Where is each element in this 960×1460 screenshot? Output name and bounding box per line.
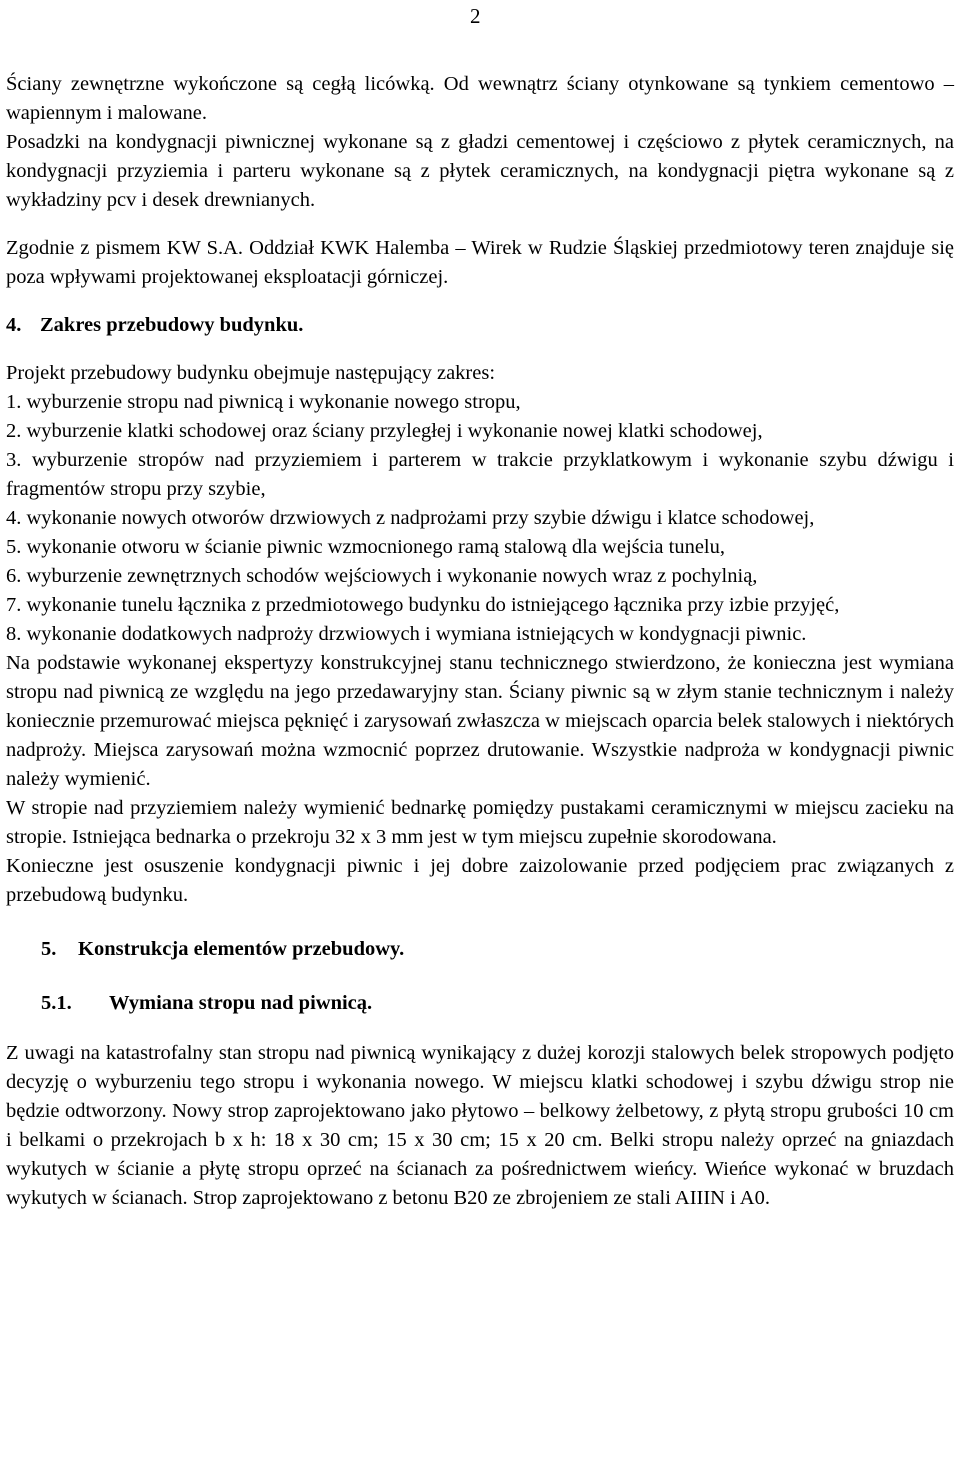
scope-item: 3. wyburzenie stropów nad przyziemiem i parterem w trakcie przyklatkowym i wykonanie szybu dźwigu i fragmentów stropu przy szybie, — [6, 449, 954, 500]
paragraph-walls: Ściany zewnętrzne wykończone są cegłą licówką. Od wewnątrz ściany otynkowane są tynkiem cementowo – wapiennym i malowane. — [6, 73, 954, 124]
scope-item: 6. wyburzenie zewnętrznych schodów wejściowych i wykonanie nowych wraz z pochylnią, — [6, 565, 758, 587]
scope-item: 5. wykonanie otworu w ścianie piwnic wzmocnionego ramą stalową dla wejścia tunelu, — [6, 536, 726, 558]
section-5-title: Konstrukcja elementów przebudowy. — [78, 938, 405, 960]
section-5-1-number: 5.1. — [41, 992, 72, 1014]
scope-item: 1. wyburzenie stropu nad piwnicą i wykonanie nowego stropu, — [6, 391, 521, 413]
scope-intro: Projekt przebudowy budynku obejmuje następujący zakres: — [6, 362, 496, 384]
page-number: 2 — [470, 4, 481, 28]
paragraph-drying: Konieczne jest osuszenie kondygnacji piwnic i jej dobre zaizolowanie przed podjęciem prac związanych z przebudową budynku. — [6, 855, 954, 906]
section-5-number: 5. — [41, 938, 57, 960]
paragraph-flatbar: W stropie nad przyziemiem należy wymienić bednarkę pomiędzy pustakami ceramicznymi w miejscu zacieku na stropie. Istniejąca bednarka o przekroju 32 x 3 mm jest w tym miejscu zupełnie skorodowana. — [6, 797, 954, 848]
section-5-1-heading — [6, 989, 954, 1018]
scope-item: 7. wykonanie tunelu łącznika z przedmiotowego budynku do istniejącego łącznika przy izbie przyjęć, — [6, 594, 840, 616]
paragraph-ceiling: Z uwagi na katastrofalny stan stropu nad piwnicą wynikający z dużej korozji stalowych belek stropowych podjęto decyzję o wyburzeniu tego stropu i wykonania nowego. W miejscu klatki schodowej i szybu dźwigu strop nie będzie odtworzony. Nowy strop zaprojektowano jako płytowo – belkowy żelbetowy, z płytą stropu grubości 10 cm i belkami o przekrojach b x h: 18 x 30 cm; 15 x 30 cm; 15 x 20 cm. Belki stropu należy oprzeć na gniazdach wykutych w ścianie a płytę stropu oprzeć na ścianach za pośrednictwem wieńcy. Wieńce wykonać w bruzdach wykutych w ścianach. Strop zaprojektowano z betonu B20 ze zbrojeniem ze stali AIIIN i A0. — [6, 1042, 954, 1209]
section-5-heading — [6, 935, 954, 964]
paragraph-expertise: Na podstawie wykonanej ekspertyzy konstrukcyjnej stanu technicznego stwierdzono, że konieczna jest wymiana stropu nad piwnicą ze względu na jego przedawaryjny stan. Ściany piwnic są w złym stanie technicznym i należy koniecznie przemurować miejsca pęknięć i zarysowań zwłaszcza w miejscach oparcia belek stalowych i niektórych nadproży. Miejsca zarysowań można wzmocnić poprzez drutowanie. Wszystkie nadproża w kondygnacji piwnic należy wymienić. — [6, 652, 954, 790]
scope-item: 8. wykonanie dodatkowych nadproży drzwiowych i wymiana istniejących w kondygnacji piwnic. — [6, 623, 807, 645]
scope-item: 4. wykonanie nowych otworów drzwiowych z nadprożami przy szybie dźwigu i klatce schodowej, — [6, 507, 815, 529]
section-4-title: Zakres przebudowy budynku. — [40, 314, 304, 336]
section-4-heading — [6, 311, 954, 340]
scope-item: 2. wyburzenie klatki schodowej oraz ściany przyległej i wykonanie nowej klatki schodowej, — [6, 420, 763, 442]
section-5-1-title: Wymiana stropu nad piwnicą. — [109, 992, 373, 1014]
paragraph-floors: Posadzki na kondygnacji piwnicznej wykonane są z gładzi cementowej i częściowo z płytek ceramicznych, na kondygnacji przyziemia i parteru wykonane są z płytek ceramicznych, na kondygnacji piętra wykonane są z wykładziny pcv i desek drewnianych. — [6, 131, 954, 211]
section-4-number: 4. — [6, 314, 22, 336]
document-body — [6, 70, 954, 1213]
paragraph-mining: Zgodnie z pismem KW S.A. Oddział KWK Halemba – Wirek w Rudzie Śląskiej przedmiotowy teren znajduje się poza wpływami projektowanej eksploatacji górniczej. — [6, 237, 954, 288]
